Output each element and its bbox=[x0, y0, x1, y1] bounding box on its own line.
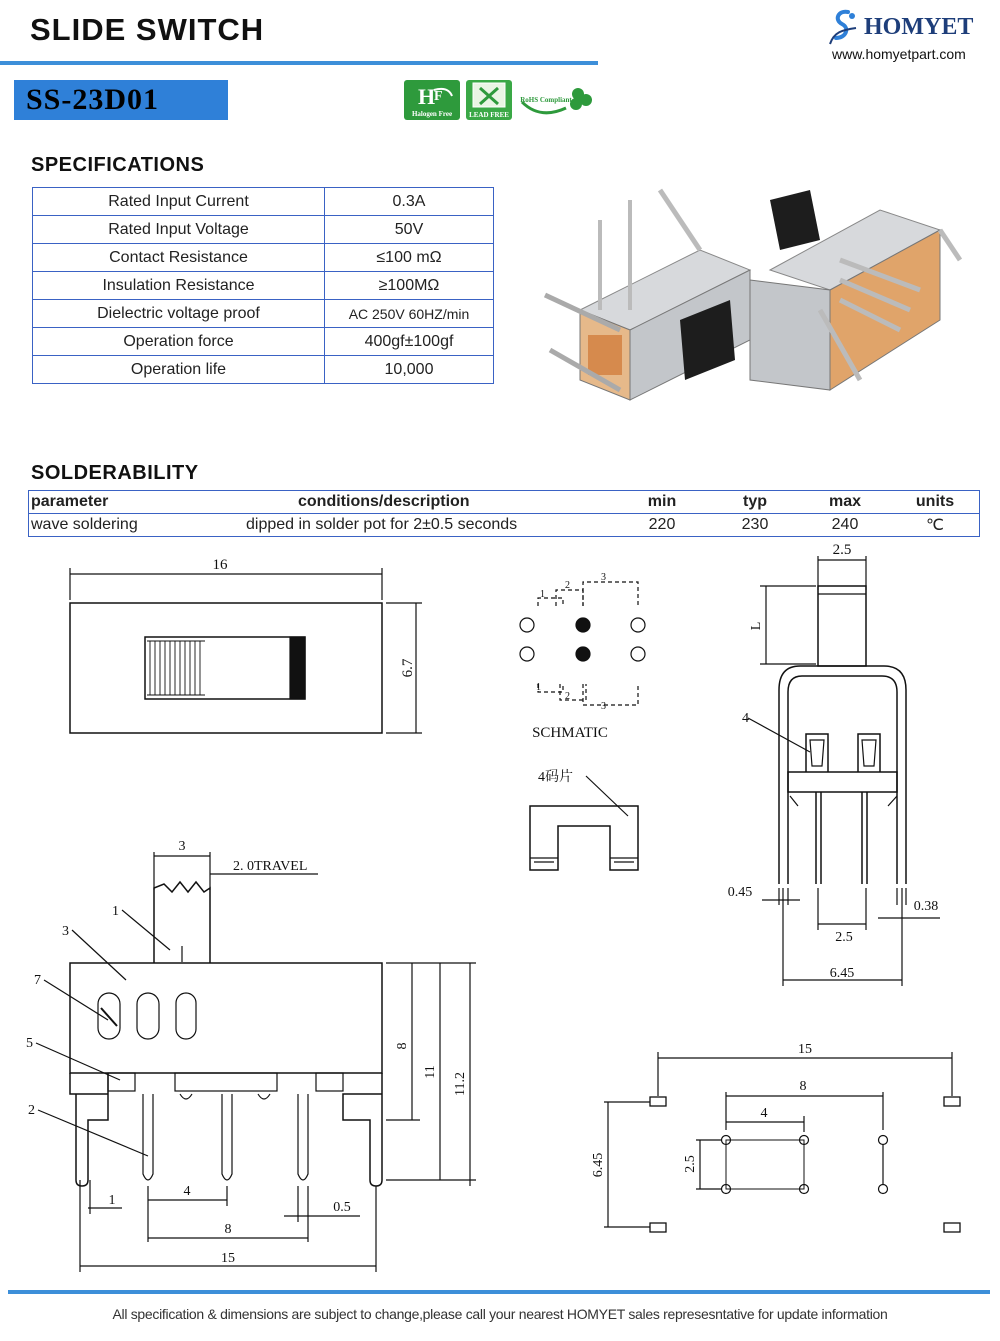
spec-row bbox=[33, 300, 494, 328]
schematic-pin-label: 2 bbox=[565, 580, 570, 591]
halogen-free-icon bbox=[404, 80, 460, 120]
model-number: SS-23D01 bbox=[14, 80, 228, 120]
clip-drawing bbox=[530, 768, 638, 870]
spec-row bbox=[33, 272, 494, 300]
table-cell: 220 bbox=[614, 514, 710, 537]
callout-2: 2 bbox=[28, 1103, 35, 1118]
table-header-row bbox=[28, 491, 980, 514]
table-cell: wave soldering bbox=[28, 514, 246, 537]
spec-row bbox=[33, 188, 494, 216]
schematic-pin-label: 3 bbox=[601, 701, 606, 712]
schematic-pin-label: 1 bbox=[536, 682, 541, 693]
brand-block bbox=[820, 6, 990, 66]
dim-4: 4 bbox=[183, 1184, 191, 1199]
solderability-title: SOLDERABILITY bbox=[31, 462, 199, 484]
schematic-drawing bbox=[520, 572, 645, 741]
lead-free-icon bbox=[466, 80, 512, 120]
footer-note: All specification & dimensions are subject to change,please call your nearest HOMYET sales represesntative for update information bbox=[112, 1306, 888, 1322]
height-dim-11-2: 11.2 bbox=[453, 1072, 468, 1096]
top-height-dim: 6.7 bbox=[400, 658, 416, 678]
brand-url: www.homyetpart.com bbox=[832, 46, 966, 62]
page-title: SLIDE SWITCH bbox=[30, 12, 265, 47]
height-dim-11: 11 bbox=[423, 1065, 438, 1079]
front-view-drawing bbox=[26, 839, 476, 1272]
switch-left-image bbox=[545, 190, 750, 400]
halogen-free-label: Halogen Free bbox=[411, 110, 453, 118]
pcb-width-dim: 15 bbox=[798, 1042, 812, 1057]
travel-dim: 2. 0TRAVEL bbox=[233, 859, 308, 874]
header-cell: max bbox=[800, 491, 890, 514]
spec-row bbox=[33, 328, 494, 356]
callout-1: 1 bbox=[112, 904, 119, 919]
pcb-pitch-dim: 4 bbox=[760, 1106, 768, 1121]
spec-name: Contact Resistance bbox=[33, 244, 325, 272]
spec-value: AC 250V 60HZ/min bbox=[325, 300, 494, 328]
spec-value: ≤100 mΩ bbox=[325, 244, 494, 272]
header-cell: units bbox=[890, 491, 980, 514]
rohs-badge bbox=[518, 80, 594, 120]
table-cell: dipped in solder pot for 2±0.5 seconds bbox=[246, 514, 614, 537]
schematic-pin-label: 3 bbox=[601, 572, 606, 583]
spec-row bbox=[33, 356, 494, 384]
dim-1: 1 bbox=[108, 1193, 116, 1208]
header-cell: parameter bbox=[28, 491, 246, 514]
slider-length-dim: L bbox=[749, 621, 764, 631]
schematic-label: SCHMATIC bbox=[532, 725, 608, 741]
top-view-drawing bbox=[70, 557, 422, 733]
callout-5: 5 bbox=[26, 1036, 33, 1051]
spec-name: Rated Input Voltage bbox=[33, 216, 325, 244]
brand-name: HOMYET bbox=[864, 14, 974, 40]
switch-right-image bbox=[750, 190, 960, 390]
side-width-dim: 2.5 bbox=[832, 542, 852, 558]
spec-value: 0.3A bbox=[325, 188, 494, 216]
svg-text:H: H bbox=[418, 84, 436, 109]
dim-8: 8 bbox=[224, 1222, 232, 1237]
spec-name: Dielectric voltage proof bbox=[33, 300, 325, 328]
table-cell: ℃ bbox=[890, 514, 980, 537]
header-cell: min bbox=[614, 491, 710, 514]
pcb-row-gap-dim: 2.5 bbox=[683, 1155, 698, 1173]
brand-logo-icon bbox=[826, 8, 862, 46]
header-cell: typ bbox=[710, 491, 800, 514]
pcb-height-dim: 6.45 bbox=[591, 1152, 606, 1178]
dim-15: 15 bbox=[221, 1251, 235, 1266]
header-rule bbox=[0, 61, 598, 65]
side-view-drawing bbox=[728, 542, 940, 986]
pcb-layout-drawing bbox=[591, 1042, 960, 1232]
top-width-dim: 16 bbox=[212, 557, 228, 573]
lead-free-badge bbox=[466, 80, 512, 120]
pin-width-dim: 0.45 bbox=[727, 885, 753, 900]
schematic-pin-label: 2 bbox=[565, 691, 570, 702]
spec-row bbox=[33, 244, 494, 272]
spec-value: ≥100MΩ bbox=[325, 272, 494, 300]
spec-value: 50V bbox=[325, 216, 494, 244]
pin-span-dim: 6.45 bbox=[829, 966, 855, 981]
callout-3: 3 bbox=[62, 924, 69, 939]
pin-thickness-dim: 0.38 bbox=[913, 899, 939, 914]
pin-pitch-dim: 2.5 bbox=[835, 930, 853, 945]
dim-0-5: 0.5 bbox=[333, 1200, 351, 1215]
spec-name: Operation force bbox=[33, 328, 325, 356]
height-dim-8: 8 bbox=[395, 1042, 410, 1050]
callout-7: 7 bbox=[34, 973, 41, 988]
table-cell: 230 bbox=[710, 514, 800, 537]
pcb-inner-dim: 8 bbox=[799, 1079, 807, 1094]
side-callout-4: 4 bbox=[742, 711, 749, 726]
spec-row bbox=[33, 216, 494, 244]
footer-rule bbox=[8, 1290, 990, 1294]
schematic-pin-label: 1 bbox=[540, 589, 545, 600]
dimension-drawing bbox=[0, 540, 1000, 1285]
specifications-title: SPECIFICATIONS bbox=[31, 154, 205, 176]
header-cell: conditions/description bbox=[246, 491, 614, 514]
clip-label: 4码片 bbox=[538, 770, 573, 785]
lead-free-label: LEAD FREE bbox=[469, 111, 509, 119]
svg-text:F: F bbox=[434, 89, 443, 104]
specifications-table bbox=[32, 187, 494, 384]
solderability-table bbox=[28, 490, 980, 537]
table-row bbox=[28, 514, 980, 537]
handle-width-dim: 3 bbox=[178, 839, 186, 854]
rohs-icon bbox=[518, 80, 594, 120]
spec-name: Insulation Resistance bbox=[33, 272, 325, 300]
spec-value: 400gf±100gf bbox=[325, 328, 494, 356]
spec-name: Rated Input Current bbox=[33, 188, 325, 216]
halogen-free-badge bbox=[404, 80, 460, 120]
spec-value: 10,000 bbox=[325, 356, 494, 384]
table-cell: 240 bbox=[800, 514, 890, 537]
spec-name: Operation life bbox=[33, 356, 325, 384]
rohs-label: RoHS Compliant bbox=[520, 96, 572, 104]
product-photo bbox=[520, 160, 980, 420]
